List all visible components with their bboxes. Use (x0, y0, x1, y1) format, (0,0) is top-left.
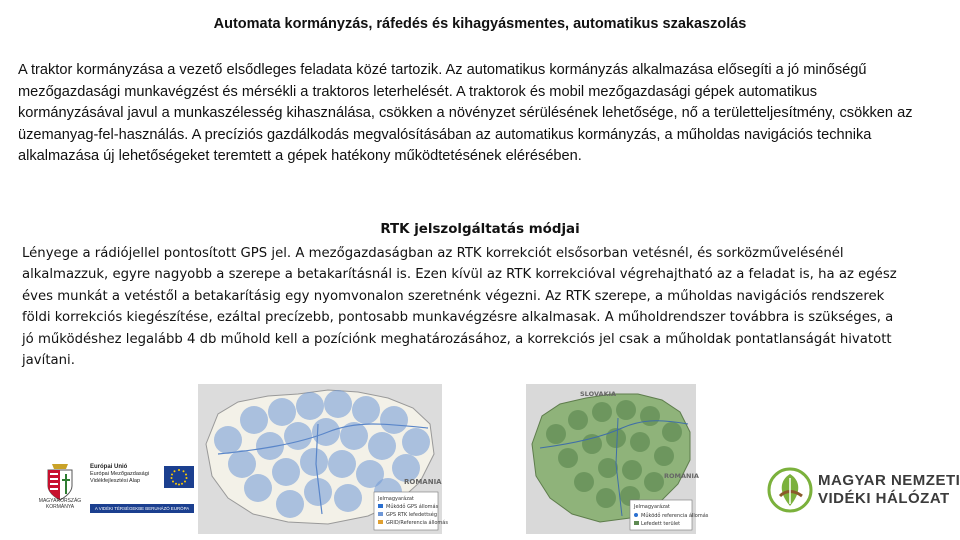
funding-logos (38, 460, 194, 520)
rtk-coverage-map-left (198, 384, 448, 534)
crest-caption-line2: KORMÁNYA (45, 504, 75, 510)
eu-sub-line1: Európai Mezőgazdasági (90, 471, 150, 477)
eu-sub-line2: Vidékfejlesztési Alap (90, 478, 141, 484)
mnvh-name-line2: VIDÉKI HÁLÓZAT (818, 490, 950, 507)
mnvh-emblem-icon (766, 466, 814, 514)
rtk-section-title: RTK jelszolgáltatás módjai (380, 222, 580, 237)
map-right-legend-0: Jelmagyarázat (634, 504, 670, 510)
eu-text (90, 464, 162, 485)
map-left-legend-3: GRID/Referencia állomás (386, 520, 448, 526)
map-left-legend-2: GPS RTK lefedettség (386, 512, 438, 518)
crest-caption-line1: MAGYARORSZÁG (38, 498, 82, 504)
map-left-legend-0: Jelmagyarázat (378, 496, 414, 502)
intro-paragraph: A traktor kormányzása a vezető elsődleges feladata közé tartozik. Az automatikus kormányzás alkalmazása elősegíti a jó minőségű mezőgazdasági munkavégzést és mérsékli a traktoros leterhelését. A traktorok és mobil mezőgazdasági gépek automatikus kormányzásával javul a munkaszélesség kihasználása, csökken a növényzet sérülésének lehetősége, nő a területteljesítmény, csökken az üzemanyag-fel-használás. A precíziós gazdálkodás megvalósításában az automatikus kormányzás, a műholdas navigációs technika alkalmazása új lehetőségeket teremtett a gépek hatékony működtetésének elérésében. (18, 62, 913, 165)
rtk-paragraph: Lényege a rádiójellel pontosított GPS jel. A mezőgazdaságban az RTK korrekciót elsősorban vetésnél, és sorközművelésénél alkalmazzuk, egyre nagyobb a szerepe a betakarításnál is. Ezen kívül az RTK korrekcióval végrehajtható az a feladat is, ha az egész éves munkát a vetéstől a betakarításig egy nyomvonalon szeretnénk végezni. Az RTK szerepe, a műholdas navigációs rendszerek földi korrekciós kiegészítése, ezáltal precízebb, pontosabb munkavégzésre alkalmasak. A műholdrendszer továbbra is szükséges, a jó működéshez legalább 4 db műhold kell a pozíciónk meghatározásához, a korrekciós jel csak a műholdak pontatlanságát hivatott javítani. (22, 246, 897, 369)
eu-flag-icon (164, 466, 194, 488)
eu-slogan-bar: A VIDÉKI TÉRSÉGEKBE BERUHÁZÓ EURÓPA (90, 504, 194, 513)
page-title: Automata kormányzás, ráfedés és kihagyásmentes, automatikus szakaszolás (213, 16, 747, 32)
mnvh-name-line1: MAGYAR NEMZETI (818, 472, 960, 489)
eu-title: Európai Unió (90, 464, 128, 470)
map-left-legend-1: Működő GPS állomás (386, 504, 439, 510)
map-left-country-label: ROMANIA (404, 478, 442, 486)
map-right-top-label: SLOVAKIA (580, 390, 617, 398)
map-left-graphic (198, 384, 448, 534)
map-right-graphic (526, 384, 709, 534)
map-right-legend-1: Működő referencia állomás (641, 513, 709, 519)
map-right-country-label: ROMANIA (664, 472, 699, 480)
reference-station-map-right (526, 384, 709, 534)
map-right-legend-2: Lefedett terület (641, 521, 681, 527)
crest-caption (34, 498, 86, 510)
mnvh-logo-block (766, 466, 960, 520)
